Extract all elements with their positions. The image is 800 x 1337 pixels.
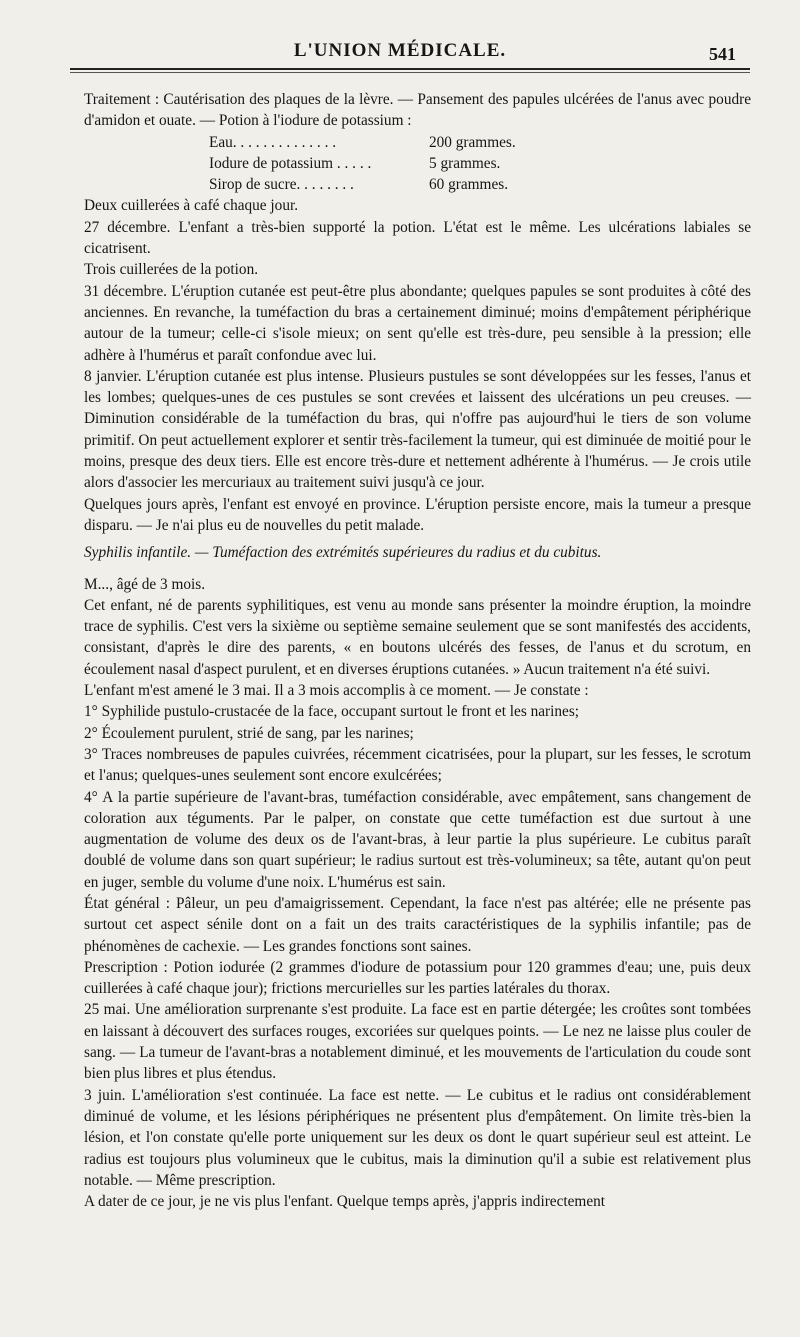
formula-ingredient: Sirop de sucre. . . . . . . . bbox=[209, 176, 354, 194]
paragraph: A dater de ce jour, je ne vis plus l'enfant. Quelque temps après, j'appris indirectement bbox=[84, 1193, 606, 1211]
paragraph: L'enfant m'est amené le 3 mai. Il a 3 mois accomplis à ce moment. — Je constate : bbox=[84, 682, 589, 700]
paragraph: M..., âgé de 3 mois. bbox=[84, 575, 206, 593]
dose-line: Deux cuillerées à café chaque jour. bbox=[84, 197, 299, 215]
paragraph: 1° Syphilide pustulo-crustacée de la face, occupant surtout le front et les narines; bbox=[84, 703, 580, 721]
section-title: Syphilis infantile. — Tuméfaction des extrémités supérieures du radius et du cubitus. bbox=[84, 544, 602, 562]
treatment-intro: Traitement : Cautérisation des plaques de la lèvre. — Pansement des papules ulcérées de l'anus avec poudre d'amidon et ouate. — Potion à l'iodure de potassium : bbox=[84, 91, 751, 130]
formula-quantity: 5 grammes. bbox=[429, 154, 501, 172]
paragraph: 3 juin. L'amélioration s'est continuée. La face est nette. — Le cubitus et le radius ont considérablement diminué de volume, et les lésions périphériques ne présentent plus d'empâtement. On limite très-bien la lésion, et l'on constate qu'elle porte uniquement sur les deux os dont le quart supérieur seul est atteint. Le radius est toujours plus volumineux que le cubitus, mais la diminution qu'il a subie est relativement plus notable. — Même prescription. bbox=[84, 1086, 751, 1189]
header-rule-thin bbox=[70, 72, 750, 73]
formula-quantity: 60 grammes. bbox=[429, 176, 509, 194]
paragraph: Cet enfant, né de parents syphilitiques, est venu au monde sans présenter la moindre éruption, la moindre trace de syphilis. C'est vers la sixième ou septième semaine seulement que se sont manifestés des accidents, consistant, d'après le dire des parents, « en boutons ulcérés des fesses, de l'anus et du scrotum, en écoulement nasal d'aspect purulent, et en diverses éruptions cutanées. » Aucun traitement n'a été suivi. bbox=[84, 596, 751, 678]
formula-quantity: 200 grammes. bbox=[429, 133, 516, 151]
page-header bbox=[0, 40, 800, 80]
formula-row bbox=[209, 132, 539, 153]
paragraph: État général : Pâleur, un peu d'amaigrissement. Cependant, la face n'est pas altérée; elle ne présente pas surtout cet aspect sénile dont on a fait un des traits caractéristiques de la syphilis infantile; pas de phénomènes de cachexie. — Les grandes fonctions sont saines. bbox=[84, 894, 751, 955]
prescription-formula bbox=[209, 132, 539, 196]
paragraph: 25 mai. Une amélioration surprenante s'est produite. La face est en partie détergée; les croûtes sont tombées en laissant à découvert des surfaces rouges, excoriées sur quelques points. — Le nez ne laisse plus couler de sang. — La tumeur de l'avant-bras a notablement diminué, et les mouvements de l'articulation du coude sont bien plus libres et plus étendus. bbox=[84, 1001, 751, 1083]
paragraph: 8 janvier. L'éruption cutanée est plus intense. Plusieurs pustules se sont développées sur les fesses, l'anus et les lombes; quelques-unes de ces pustules se sont crevées et laissent des ulcérations un peu creuses. — Diminution considérable de la tuméfaction du bras, qui n'offre pas aujourd'hui le tiers de son volume primitif. On peut actuellement explorer et sentir très-facilement la tumeur, qui est diminuée de moitié pour le moins, presque des deux tiers. Elle est encore très-dure et nettement adhérente à l'humérus. — Je crois utile alors d'associer les mercuriaux au traitement suivi jusqu'à ce jour. bbox=[84, 367, 751, 492]
formula-ingredient: Eau. . . . . . . . . . . . . . bbox=[209, 133, 337, 151]
journal-title: L'UNION MÉDICALE. bbox=[293, 40, 507, 61]
paragraph: Quelques jours après, l'enfant est envoyé en province. L'éruption persiste encore, mais la tumeur a presque disparu. — Je n'ai plus eu de nouvelles du petit malade. bbox=[84, 495, 751, 534]
paragraph: 27 décembre. L'enfant a très-bien supporté la potion. L'état est le même. Les ulcérations labiales se cicatrisent. bbox=[84, 218, 751, 258]
paragraph: Prescription : Potion iodurée (2 grammes d'iodure de potassium pour 120 grammes d'eau; une, puis deux cuillerées à café chaque jour); frictions mercurielles sur les parties latérales du thorax. bbox=[84, 958, 751, 998]
paragraph: Trois cuillerées de la potion. bbox=[84, 261, 259, 279]
paragraph: 2° Écoulement purulent, strié de sang, par les narines; bbox=[84, 724, 414, 742]
formula-row bbox=[209, 153, 539, 174]
paragraph: 4° A la partie supérieure de l'avant-bras, tuméfaction considérable, avec empâtement, sans changement de coloration aux téguments. Par le palper, on constate que cette tuméfaction est due surtout à une augmentation de volume des deux os de l'avant-bras, à leur partie la plus supérieure. Le cubitus paraît doublé de volume dans son quart supérieur; le radius surtout est très-volumineux; sa tête, autant qu'on peut en juger, semble du volume d'une noix. L'humérus est sain. bbox=[84, 788, 751, 891]
paragraph: 3° Traces nombreuses de papules cuivrées, récemment cicatrisées, pour la plupart, sur les fesses, le scrotum et l'anus; quelques-unes seulement sont encore exulcérées; bbox=[84, 745, 751, 785]
formula-row bbox=[209, 174, 539, 195]
article-body bbox=[84, 89, 751, 1212]
header-rule bbox=[70, 68, 750, 70]
formula-ingredient: Iodure de potassium . . . . . bbox=[209, 154, 372, 172]
paragraph: 31 décembre. L'éruption cutanée est peut-être plus abondante; quelques papules se sont produites à côté des anciennes. En revanche, la tuméfaction du bras a certainement diminué; moins d'empâtement périphérique autour de la tumeur; celle-ci s'isole mieux; on sent qu'elle est très-dure, peu sensible à la pression; elle adhère à l'humérus et paraît confondue avec lui. bbox=[84, 282, 751, 364]
page-number: 541 bbox=[709, 44, 736, 64]
